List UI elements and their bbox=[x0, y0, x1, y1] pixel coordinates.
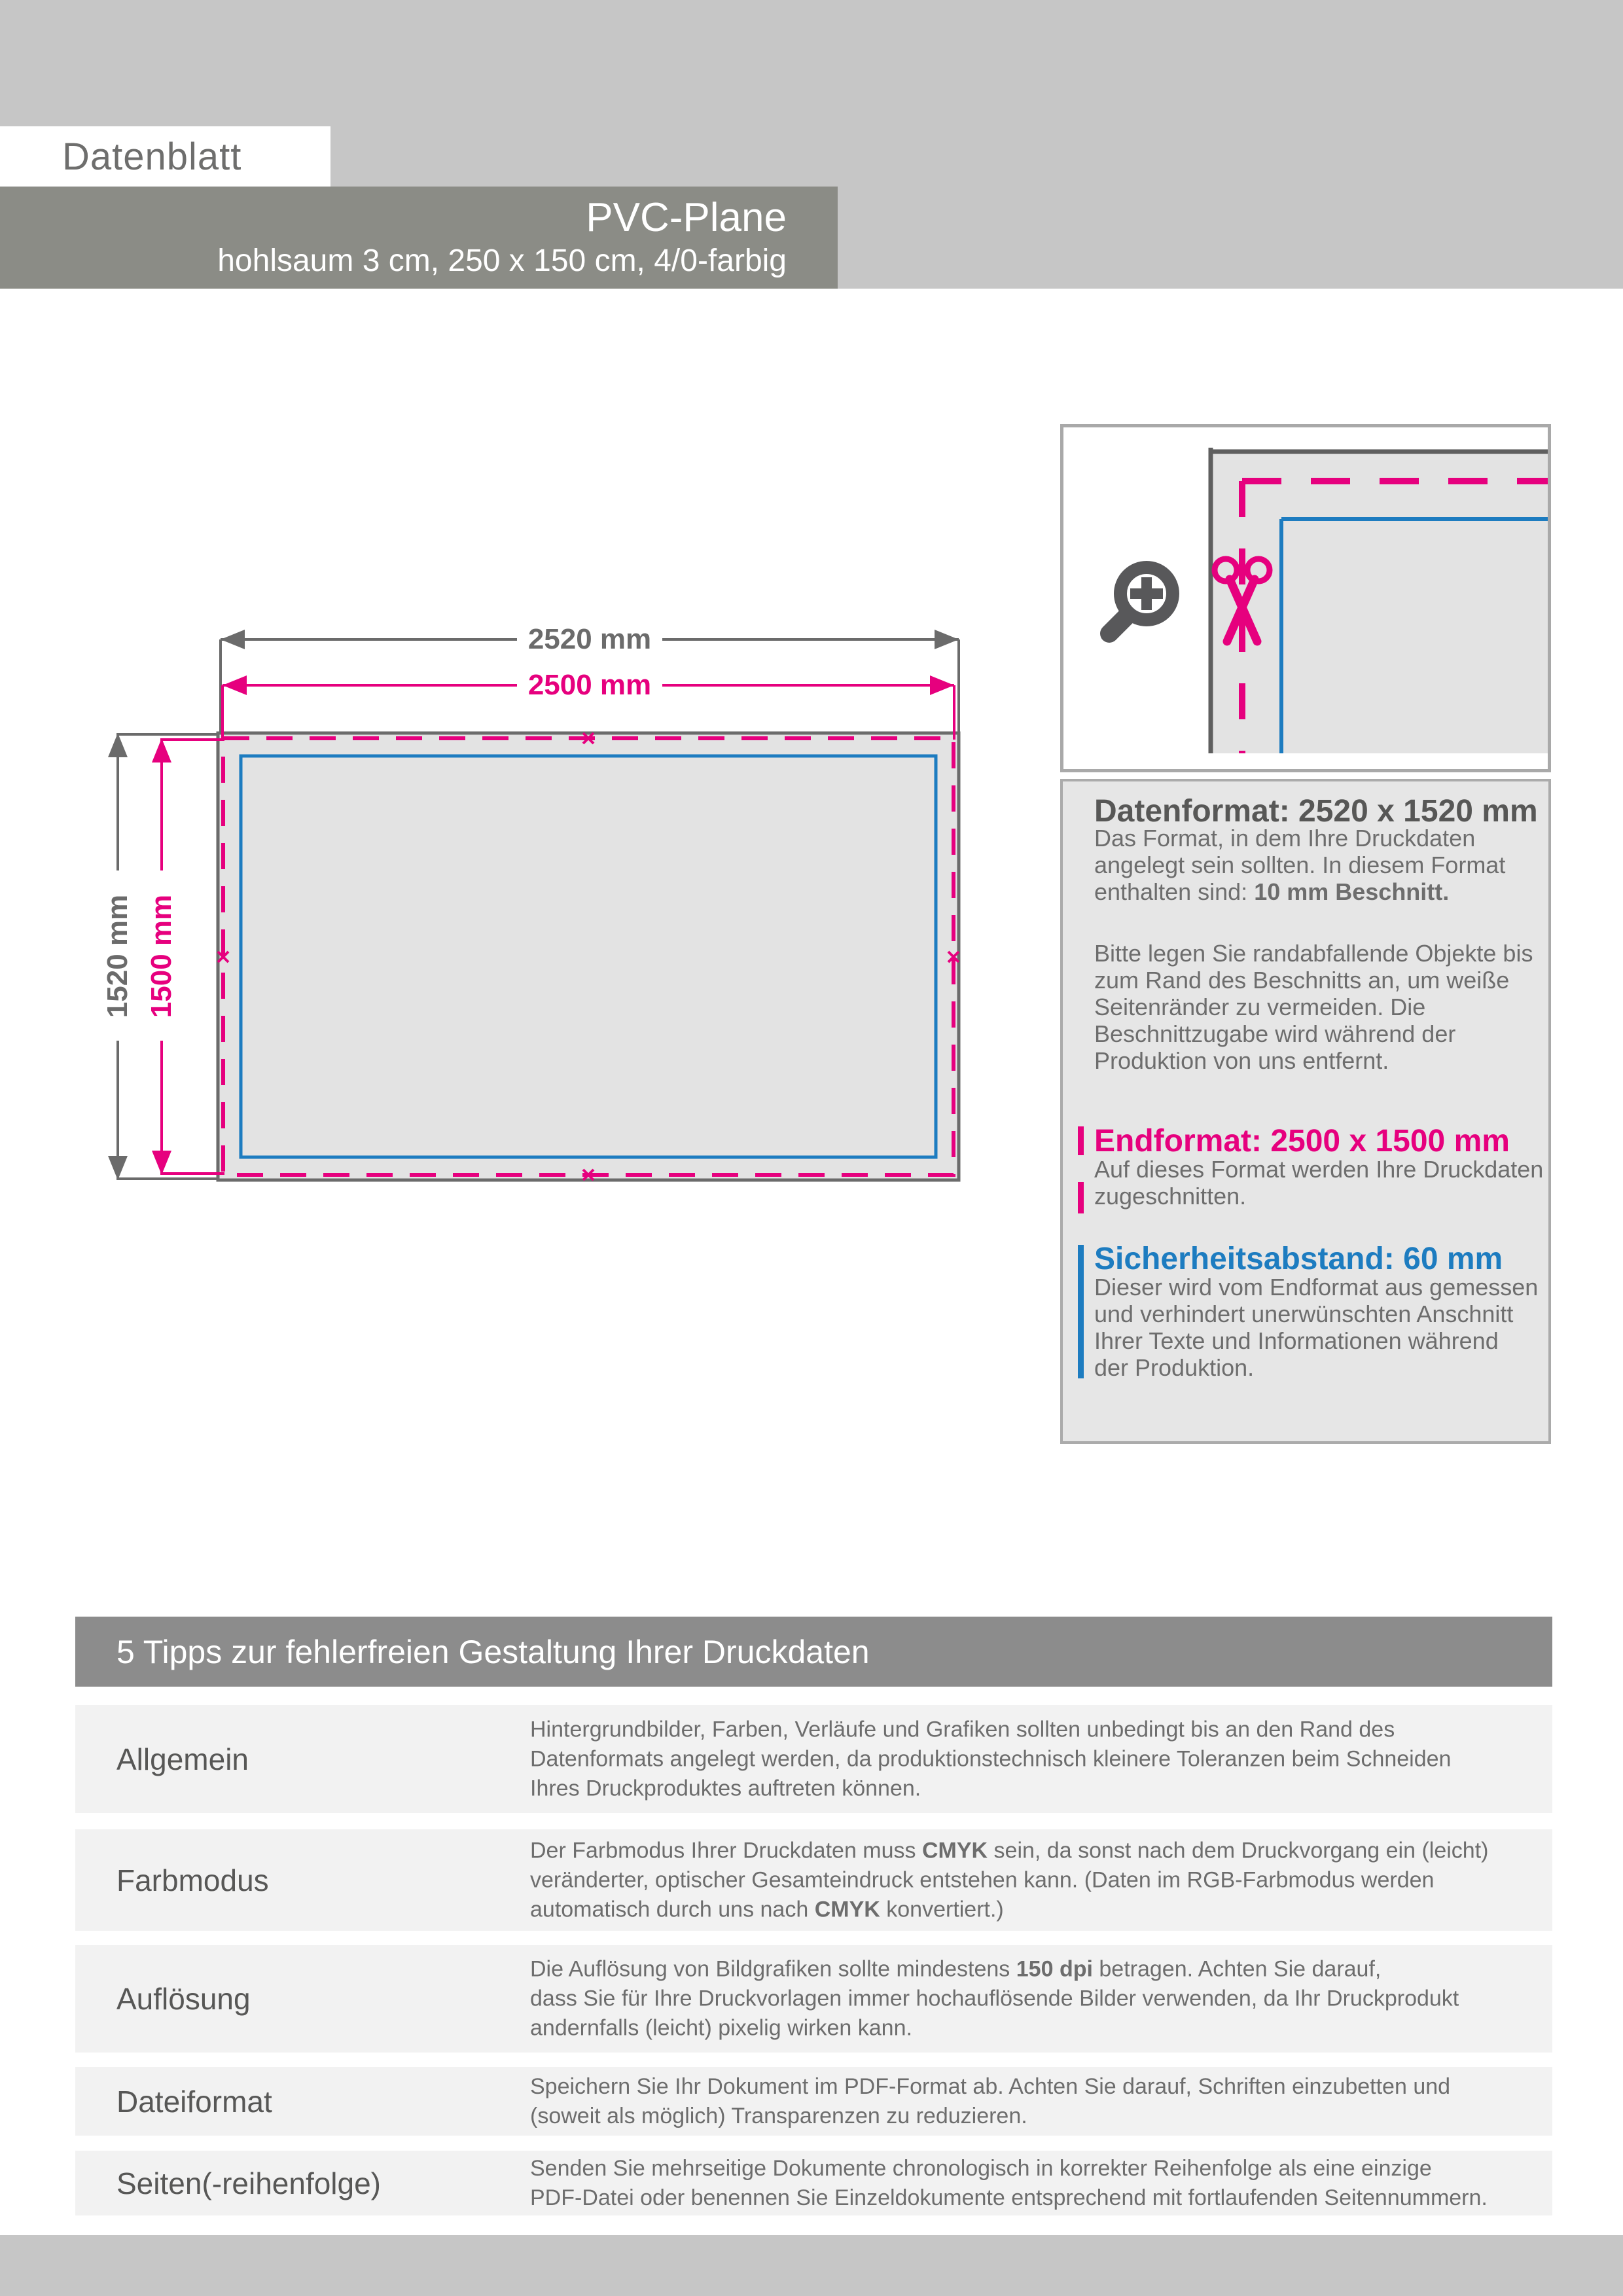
tip-label: Dateiformat bbox=[116, 2084, 272, 2119]
tip-label: Auflösung bbox=[116, 1982, 251, 2016]
arrow-right-icon bbox=[930, 675, 954, 695]
endformat-accent-dash bbox=[1078, 1182, 1084, 1213]
inner-height-label: 1500 mm bbox=[145, 894, 177, 1018]
corner-detail-drawing bbox=[1063, 427, 1548, 769]
page-title: Datenblatt bbox=[62, 135, 242, 178]
datenformat-paragraph-2: Bitte legen Sie randabfallende Objekte bis zum Rand des Beschnitts an, um weiße Seitenränder zu vermeiden. Die Beschnittzugabe wird während der Produktion von uns entfernt. bbox=[1094, 940, 1533, 1074]
arrow-right-icon bbox=[935, 630, 959, 649]
datenformat-heading: Datenformat: 2520 x 1520 mm bbox=[1094, 794, 1538, 829]
tip-text: Der Farbmodus Ihrer Druckdaten muss CMYK sein, da sonst nach dem Druckvorgang ein (leicht) veränderter, optischer Gesamteindruck entstehen kann. (Daten im RGB-Farbmodus werden automatisch durch uns nach CMYK konvertiert.) bbox=[530, 1838, 1489, 1922]
outer-height-label: 1520 mm bbox=[101, 894, 134, 1018]
product-banner bbox=[0, 187, 838, 289]
arrow-left-icon bbox=[221, 630, 245, 649]
doc-label-box bbox=[0, 126, 330, 187]
outer-width-label: 2520 mm bbox=[527, 623, 652, 655]
tip-label: Allgemein bbox=[116, 1742, 249, 1776]
tip-row-allgemein bbox=[75, 1705, 1552, 1813]
sicherheitsabstand-body: Dieser wird vom Endformat aus gemessen und verhindert unerwünschten Anschnitt Ihrer Texte und Informationen während der Produktion. bbox=[1094, 1274, 1539, 1381]
tip-text: Die Auflösung von Bildgrafiken sollte mindestens 150 dpi betragen. Achten Sie darauf, dass Sie für Ihre Druckvorlagen immer hochauflösende Bilder verwenden, da Ihr Druckprodukt andernfalls (leicht) pixelig wirken kann. bbox=[530, 1956, 1459, 2041]
tip-label: Farbmodus bbox=[116, 1863, 269, 1897]
tip-text: Hintergrundbilder, Farben, Verläufe und Grafiken sollten unbedingt bis an den Rand des Datenformats angelegt werden, da produktionstechnisch kleinere Toleranzen beim Schneiden Ihres Druckproduktes auftreten können. bbox=[530, 1717, 1452, 1801]
bleed-area bbox=[1209, 450, 1548, 753]
corner-detail-box bbox=[1060, 424, 1551, 772]
tip-row-dateiformat bbox=[75, 2067, 1552, 2136]
arrow-up-icon bbox=[152, 738, 171, 762]
endformat-heading: Endformat: 2500 x 1500 mm bbox=[1094, 1124, 1510, 1158]
zoom-in-icon bbox=[1109, 567, 1173, 634]
tip-text: Senden Sie mehrseitige Dokumente chronologisch in korrekter Reihenfolge als eine einzige PDF-Datei oder benennen Sie Einzeldokumente entsprechend mit fortlaufenden Seitennummern. bbox=[530, 2155, 1488, 2210]
endformat-accent-dash bbox=[1078, 1126, 1084, 1155]
format-info-panel bbox=[1060, 779, 1551, 1444]
product-name: PVC-Plane bbox=[586, 195, 787, 240]
footer-band bbox=[0, 2235, 1623, 2296]
product-spec: hohlsaum 3 cm, 250 x 150 cm, 4/0-farbig bbox=[217, 243, 787, 278]
tip-text: Speichern Sie Ihr Dokument im PDF-Format ab. Achten Sie darauf, Schriften einzubetten und (soweit als möglich) Transparenzen zu reduzieren. bbox=[530, 2073, 1451, 2128]
tip-row-farbmodus bbox=[75, 1829, 1552, 1931]
inner-width-label: 2500 mm bbox=[527, 669, 652, 701]
tips-title: 5 Tipps zur fehlerfreien Gestaltung Ihrer Druckdaten bbox=[116, 1633, 870, 1670]
tips-banner bbox=[75, 1617, 1552, 1687]
datenformat-paragraph-1: Das Format, in dem Ihre Druckdaten angelegt sein sollten. In diesem Format enthalten sind: 10 mm Beschnitt. bbox=[1094, 825, 1506, 905]
tip-row-seitenreihenfolge bbox=[75, 2151, 1552, 2215]
tip-label: Seiten(-reihenfolge) bbox=[116, 2166, 382, 2200]
arrow-left-icon bbox=[223, 675, 247, 695]
sicherheitsabstand-heading: Sicherheitsabstand: 60 mm bbox=[1094, 1242, 1503, 1276]
datenformat-rect bbox=[218, 733, 959, 1180]
tip-row-aufloesung bbox=[75, 1945, 1552, 2053]
endformat-body: Auf dieses Format werden Ihre Druckdaten zugeschnitten. bbox=[1094, 1156, 1544, 1210]
arrow-up-icon bbox=[108, 733, 128, 757]
arrow-down-icon bbox=[152, 1151, 171, 1175]
arrow-down-icon bbox=[108, 1156, 128, 1180]
sicherheitsabstand-accent-bar bbox=[1078, 1245, 1084, 1378]
